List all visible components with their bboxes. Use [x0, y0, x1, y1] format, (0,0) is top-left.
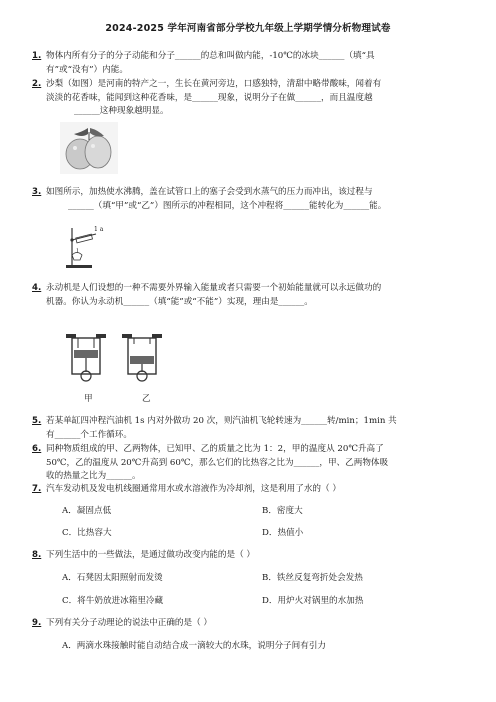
question-text-line: 如图所示，加热使水沸腾，盖在试管口上的塞子会受到水蒸气的压力而冲出，该过程与 — [46, 187, 373, 197]
question-8 — [32, 549, 458, 563]
q8-option-c: C．将牛奶放进冰箱里冷藏 — [62, 596, 164, 606]
question-5 — [32, 415, 458, 442]
q8-option-d: D．用炉火对锅里的水加热 — [262, 596, 364, 606]
question-text-line: 永动机是人们设想的一种不需要外界输入能量或者只需要一个初始能量就可以永远做功的 — [46, 283, 382, 293]
question-9 — [32, 617, 458, 631]
q7-option-a: A．凝固点低 — [62, 506, 112, 516]
question-2 — [32, 78, 458, 119]
question-text-line: 有______个工作循环。 — [46, 429, 132, 440]
question-text-line: ______（填“甲”或“乙”）图所示的冲程相同，这个冲程将______能转化为______能。 — [68, 200, 387, 211]
question-text-line: 有”或“没有”）内能。 — [46, 64, 128, 75]
question-text-line: 下列有关分子动理论的说法中正确的是（ ） — [46, 618, 213, 628]
tube-label: 1 a — [94, 226, 104, 233]
question-text-line: 同种物质组成的甲、乙两物体，已知甲、乙的质量之比为 1：2，甲的温度从 20℃升高了 — [46, 444, 384, 454]
q7-option-d: D．热值小 — [262, 528, 304, 538]
question-number: 6. — [32, 444, 42, 454]
question-7 — [32, 483, 458, 497]
question-number: 9. — [32, 618, 42, 628]
question-4 — [32, 282, 458, 309]
question-text-line: 50℃，乙的温度从 20℃升高到 60℃，那么它们的比热容之比为______，甲、乙两物体吸 — [46, 457, 389, 468]
question-text-line: 汽车发动机及发电机线圈通常用水或水溶液作为冷却剂，这是利用了水的（ ） — [46, 484, 341, 494]
question-text-line: 沙梨（如图）是河南的特产之一，生长在黄河旁边，口感独特，清甜中略带酸味，闻着有 — [46, 79, 382, 89]
engine-label-jia: 甲 — [84, 394, 93, 404]
question-1 — [32, 50, 458, 77]
pear-photo — [60, 122, 118, 174]
question-number: 5. — [32, 416, 42, 426]
q7-option-b: B．密度大 — [262, 506, 303, 516]
question-number: 7. — [32, 484, 42, 494]
question-text-line: 若某单缸四冲程汽油机 1s 内对外做功 20 次，则汽油机飞轮转速为______转/min；1min 共 — [46, 416, 397, 426]
question-text-line: 物体内所有分子的分子动能和分子______的总和叫做内能，-10℃的冰块______（填“具 — [46, 51, 375, 61]
question-3 — [32, 186, 458, 213]
q8-option-a: A．石凳因太阳照射而发烫 — [62, 573, 163, 583]
q7-option-c: C．比热容大 — [62, 528, 112, 538]
question-number: 3. — [32, 187, 42, 197]
test-tube-apparatus — [58, 222, 108, 270]
question-text-line: 下列生活中的一些做法，是通过做功改变内能的是（ ） — [46, 550, 255, 560]
doc-title: 2024-2025 学年河南省部分学校九年级上学期学情分析物理试卷 — [105, 23, 391, 34]
question-number: 4. — [32, 283, 42, 293]
q8-option-b: B．铁丝反复弯折处会发热 — [262, 573, 363, 583]
q9-option-a: A．两滴水珠接触时能自动结合成一滴较大的水珠，说明分子间有引力 — [62, 641, 327, 651]
question-text-line: 收的热量之比为______。 — [46, 471, 141, 481]
engine-label-yi: 乙 — [142, 394, 151, 404]
question-number: 1. — [32, 51, 42, 61]
question-text-line: 机器。你认为永动机______（填“能”或“不能”）实现，理由是______。 — [46, 296, 313, 307]
question-number: 8. — [32, 550, 42, 560]
question-text-line: ______这种现象越明显。 — [74, 106, 169, 116]
engine-diagram-jia — [64, 330, 108, 386]
engine-diagram-yi — [120, 330, 164, 386]
question-number: 2. — [32, 79, 42, 89]
question-6 — [32, 443, 458, 484]
question-text-line: 淡淡的花香味，能闻到这种花香味，是______现象，说明分子在做______，而且温度越 — [46, 92, 373, 103]
